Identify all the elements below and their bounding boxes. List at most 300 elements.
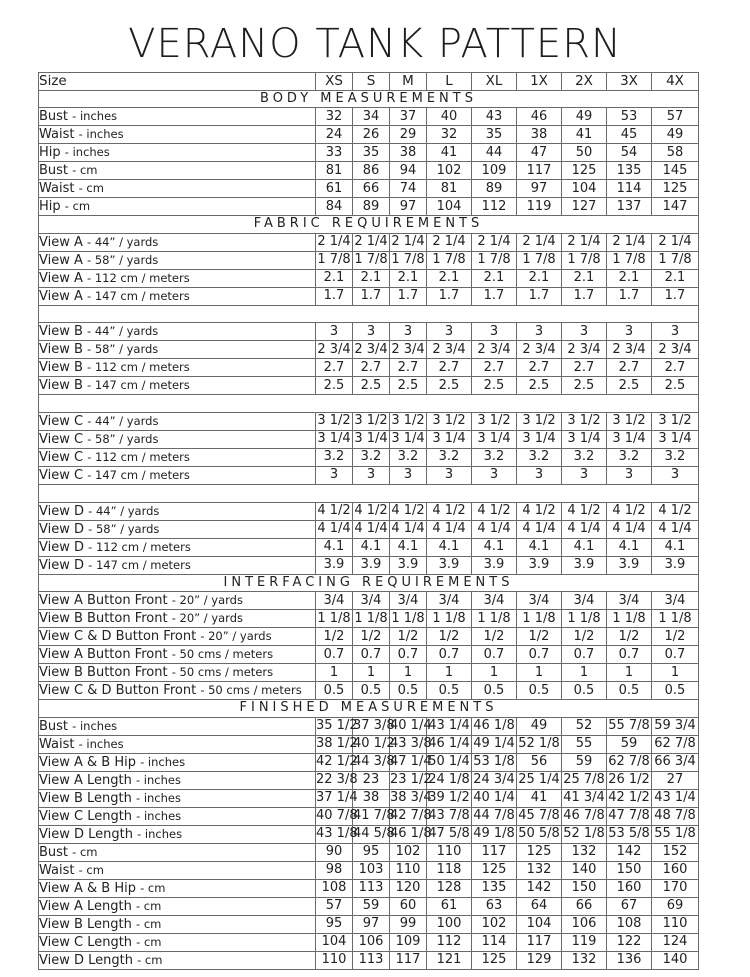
value-cell: 110 (427, 843, 472, 861)
table-row (39, 162, 699, 180)
value-cell: 33 (316, 144, 353, 162)
value-cell: 50 1/4 (428, 754, 470, 770)
row-label: Bust (39, 109, 69, 125)
row-unit: - 58” / yards (87, 342, 159, 357)
value-cell: 3.9 (562, 556, 607, 574)
row-unit: - 44” / yards (88, 503, 160, 518)
value-cell: 3/4 (652, 592, 699, 610)
value-cell: 128 (427, 879, 472, 897)
value-cell: 69 (652, 897, 699, 915)
value-cell: 4 1/2 (607, 502, 652, 520)
value-cell: 42 1/2 (316, 754, 358, 770)
value-cell: 49 (652, 126, 699, 144)
row-label-cell (39, 448, 316, 466)
row-label: View D (39, 557, 84, 573)
value-cell: 3/4 (607, 592, 652, 610)
value-cell: 119 (517, 198, 562, 216)
value-cell: 2.7 (316, 359, 353, 377)
row-unit: - 50 cms / meters (171, 665, 274, 680)
value-cell: 37 3/8 (353, 718, 395, 734)
value-cell: 3.9 (607, 556, 652, 574)
value-cell: 4 1/2 (427, 502, 472, 520)
row-label: Waist (39, 736, 75, 752)
value-cell: 48 7/8 (652, 807, 699, 825)
value-cell: 61 (316, 180, 353, 198)
row-unit: - 112 cm / meters (88, 539, 191, 554)
value-cell: 52 1/8 (563, 826, 605, 842)
value-cell: 24 1/8 (428, 772, 470, 788)
value-cell: 2 3/4 (517, 341, 562, 359)
value-cell: 109 (472, 162, 517, 180)
row-unit: - 112 cm / meters (87, 270, 190, 285)
value-cell: 4 1/4 (472, 520, 517, 538)
row-label-cell (39, 861, 316, 879)
value-cell: 4 1/2 (472, 502, 517, 520)
value-cell: 49 (562, 108, 607, 126)
value-cell: 3.2 (427, 448, 472, 466)
value-cell: 129 (517, 951, 562, 969)
value-cell: 35 (472, 126, 517, 144)
value-cell: 125 (472, 951, 517, 969)
value-cell: 40 7/8 (316, 808, 358, 824)
value-cell: 104 (316, 933, 353, 951)
value-cell: 46 1/8 (390, 826, 432, 842)
value-cell: 59 (353, 897, 390, 915)
value-cell: 0.5 (390, 682, 427, 700)
row-unit: - 147 cm / meters (87, 378, 190, 393)
value-cell: 40 1/4 (390, 718, 432, 734)
section-heading-row (39, 700, 699, 718)
value-cell: 49 1/4 (473, 736, 515, 752)
row-label-cell (39, 287, 316, 305)
value-cell: 3 (390, 466, 427, 484)
value-cell: 2.7 (353, 359, 390, 377)
value-cell: 1 (562, 664, 607, 682)
value-cell: 2.1 (562, 269, 607, 287)
value-cell: 4 1/2 (354, 503, 388, 519)
value-cell: 106 (353, 933, 390, 951)
value-cell: 66 3/4 (652, 753, 699, 771)
row-unit: - 112 cm / meters (87, 449, 190, 464)
value-cell: 63 (472, 897, 517, 915)
value-cell: 98 (316, 861, 353, 879)
row-unit: - inches (72, 718, 118, 733)
value-cell: 22 3/8 (316, 772, 358, 788)
row-label-cell (39, 198, 316, 216)
value-cell: 44 5/8 (353, 826, 395, 842)
row-unit: - 58” / yards (87, 252, 159, 267)
value-cell: 3.9 (316, 556, 353, 574)
value-cell: 46 7/8 (563, 808, 605, 824)
value-cell: 3/4 (517, 592, 562, 610)
value-cell: 1/2 (562, 628, 607, 646)
value-cell: 3.9 (353, 556, 390, 574)
value-cell: 0.7 (562, 646, 607, 664)
value-cell: 135 (472, 879, 517, 897)
value-cell: 3 1/4 (317, 431, 351, 447)
row-unit: - cm (140, 880, 166, 895)
value-cell: 2.7 (427, 359, 472, 377)
value-cell: 25 7/8 (563, 772, 605, 788)
row-label: View C & D Button Front (39, 683, 197, 699)
value-cell: 41 (517, 789, 562, 807)
row-unit: - 147 cm / meters (88, 557, 191, 572)
row-label: View B Length (39, 916, 132, 932)
value-cell: 35 1/2 (316, 718, 358, 734)
value-cell: 3 1/2 (354, 413, 388, 429)
value-cell: 160 (652, 861, 699, 879)
row-unit: - inches (78, 736, 124, 751)
row-label-cell (39, 735, 316, 753)
value-cell: 3 1/2 (517, 412, 562, 430)
value-cell: 3 (390, 323, 427, 341)
row-unit: - 50 cms / meters (171, 647, 274, 662)
section-heading: BODY MEASUREMENTS (39, 90, 699, 108)
value-cell: 135 (607, 162, 652, 180)
value-cell: 3.2 (390, 448, 427, 466)
row-unit: - cm (78, 181, 104, 196)
value-cell: 53 5/8 (608, 826, 650, 842)
value-cell: 2.1 (607, 269, 652, 287)
row-label-cell (39, 717, 316, 735)
table-row (39, 682, 699, 700)
table-row (39, 807, 699, 825)
value-cell: 4 1/4 (562, 520, 607, 538)
size-column-header: XL (472, 73, 517, 91)
row-label-cell (39, 466, 316, 484)
value-cell: 3.2 (607, 448, 652, 466)
value-cell: 94 (390, 162, 427, 180)
table-row (39, 323, 699, 341)
value-cell: 110 (652, 915, 699, 933)
value-cell: 122 (607, 933, 652, 951)
value-cell: 55 7/8 (608, 718, 650, 734)
value-cell: 1/2 (353, 628, 390, 646)
table-row (39, 951, 699, 969)
value-cell: 2 1/4 (607, 233, 652, 251)
value-cell: 1 (316, 664, 353, 682)
value-cell: 1 7/8 (652, 251, 699, 269)
value-cell: 4 1/2 (391, 503, 425, 519)
value-cell: 53 (607, 108, 652, 126)
value-cell: 1 1/8 (517, 610, 562, 628)
value-cell: 103 (353, 861, 390, 879)
row-label-cell (39, 233, 316, 251)
row-unit: - 20” / yards (171, 611, 243, 626)
value-cell: 1 1/8 (317, 610, 351, 626)
row-unit: - 50 cms / meters (200, 683, 302, 698)
value-cell: 1/2 (472, 628, 517, 646)
table-row (39, 789, 699, 807)
value-cell: 3 (427, 466, 472, 484)
value-cell: 150 (607, 861, 652, 879)
size-column-header: M (390, 73, 427, 91)
row-label-cell (39, 341, 316, 359)
row-unit: - cm (72, 163, 98, 178)
value-cell: 113 (353, 951, 390, 969)
value-cell: 3 (472, 323, 517, 341)
blank-cell (39, 484, 699, 502)
row-label: View B (39, 342, 83, 358)
value-cell: 150 (562, 879, 607, 897)
value-cell: 0.7 (390, 646, 427, 664)
value-cell: 46 1/4 (428, 736, 470, 752)
value-cell: 119 (562, 933, 607, 951)
value-cell: 4 1/2 (317, 503, 351, 519)
row-label: Waist (39, 181, 75, 197)
value-cell: 41 (427, 144, 472, 162)
row-label-cell (39, 682, 316, 700)
value-cell: 1.7 (472, 287, 517, 305)
value-cell: 136 (607, 951, 652, 969)
value-cell: 1.7 (607, 287, 652, 305)
row-label: View A Length (39, 898, 132, 914)
value-cell: 1 7/8 (562, 251, 607, 269)
value-cell: 2.5 (652, 377, 699, 395)
value-cell: 1 7/8 (472, 251, 517, 269)
value-cell: 46 (517, 108, 562, 126)
value-cell: 66 (353, 180, 390, 198)
value-cell: 0.7 (427, 646, 472, 664)
row-label-cell (39, 430, 316, 448)
row-label: Hip (39, 145, 61, 161)
value-cell: 170 (652, 879, 699, 897)
row-label-cell (39, 377, 316, 395)
value-cell: 3 1/2 (607, 412, 652, 430)
section-heading: INTERFACING REQUIREMENTS (39, 574, 699, 592)
value-cell: 127 (562, 198, 607, 216)
row-label-cell (39, 108, 316, 126)
blank-row (39, 305, 699, 323)
value-cell: 2.5 (472, 377, 517, 395)
row-label: View B Length (39, 790, 132, 806)
row-label: View B (39, 360, 83, 376)
row-label-cell (39, 359, 316, 377)
table-row (39, 269, 699, 287)
value-cell: 3 1/2 (472, 412, 517, 430)
value-cell: 114 (607, 180, 652, 198)
value-cell: 1 (427, 664, 472, 682)
value-cell: 114 (472, 933, 517, 951)
value-cell: 95 (353, 843, 390, 861)
value-cell: 38 (353, 789, 390, 807)
value-cell: 3 1/2 (391, 413, 425, 429)
value-cell: 117 (517, 162, 562, 180)
blank-row (39, 484, 699, 502)
value-cell: 4 1/4 (391, 521, 425, 537)
value-cell: 3 1/4 (354, 431, 388, 447)
value-cell: 112 (472, 198, 517, 216)
row-label: View D (39, 503, 84, 519)
section-heading: FINISHED MEASUREMENTS (39, 700, 699, 718)
table-row (39, 933, 699, 951)
table-row (39, 592, 699, 610)
value-cell: 3.9 (427, 556, 472, 574)
value-cell: 1 (472, 664, 517, 682)
value-cell: 3 (353, 466, 390, 484)
row-label: View B (39, 378, 83, 394)
value-cell: 2.1 (652, 269, 699, 287)
value-cell: 23 (353, 771, 390, 789)
value-cell: 43 7/8 (428, 808, 470, 824)
row-label: View A Button Front (39, 647, 168, 663)
value-cell: 62 7/8 (608, 754, 650, 770)
section-heading-row (39, 216, 699, 234)
value-cell: 74 (390, 180, 427, 198)
row-label-cell (39, 879, 316, 897)
value-cell: 2 1/4 (391, 234, 425, 250)
value-cell: 3/4 (427, 592, 472, 610)
row-unit: - inches (136, 772, 181, 787)
value-cell: 2 1/4 (562, 233, 607, 251)
row-unit: - 44” / yards (87, 324, 159, 339)
value-cell: 47 (517, 144, 562, 162)
row-label-cell (39, 897, 316, 915)
table-row (39, 771, 699, 789)
value-cell: 2.5 (427, 377, 472, 395)
value-cell: 89 (353, 198, 390, 216)
value-cell: 142 (517, 879, 562, 897)
row-label-cell (39, 807, 316, 825)
value-cell: 27 (652, 771, 699, 789)
blank-cell (39, 395, 699, 413)
value-cell: 61 (427, 897, 472, 915)
value-cell: 3 1/4 (427, 430, 472, 448)
value-cell: 4 1/4 (317, 521, 351, 537)
value-cell: 140 (562, 861, 607, 879)
value-cell: 108 (316, 879, 353, 897)
value-cell: 0.5 (607, 682, 652, 700)
value-cell: 0.5 (353, 682, 390, 700)
value-cell: 2.7 (390, 359, 427, 377)
value-cell: 3 1/2 (562, 412, 607, 430)
value-cell: 124 (652, 933, 699, 951)
value-cell: 26 (353, 126, 390, 144)
value-cell: 2.5 (517, 377, 562, 395)
row-unit: - inches (64, 145, 110, 160)
value-cell: 67 (607, 897, 652, 915)
value-cell: 3 1/2 (427, 412, 472, 430)
row-unit: - cm (78, 862, 104, 877)
value-cell: 3 (562, 466, 607, 484)
value-cell: 117 (390, 951, 427, 969)
value-cell: 1/2 (652, 628, 699, 646)
value-cell: 110 (316, 951, 353, 969)
value-cell: 2.5 (390, 377, 427, 395)
value-cell: 104 (562, 180, 607, 198)
value-cell: 34 (353, 108, 390, 126)
value-cell: 24 (316, 126, 353, 144)
value-cell: 44 (472, 144, 517, 162)
value-cell: 0.5 (472, 682, 517, 700)
value-cell: 3 (472, 466, 517, 484)
row-label: View D (39, 539, 84, 555)
value-cell: 59 (607, 735, 652, 753)
value-cell: 109 (390, 933, 427, 951)
value-cell: 43 1/4 (652, 789, 699, 807)
row-label: View A (39, 234, 83, 250)
row-label-cell (39, 251, 316, 269)
value-cell: 3 1/4 (472, 430, 517, 448)
value-cell: 1 (607, 664, 652, 682)
value-cell: 3 1/2 (652, 412, 699, 430)
row-label-cell (39, 664, 316, 682)
value-cell: 147 (652, 198, 699, 216)
value-cell: 40 1/2 (353, 736, 395, 752)
value-cell: 132 (517, 861, 562, 879)
section-heading-row (39, 90, 699, 108)
value-cell: 2.7 (652, 359, 699, 377)
value-cell: 121 (427, 951, 472, 969)
value-cell: 45 7/8 (518, 808, 560, 824)
value-cell: 1 1/8 (427, 610, 472, 628)
value-cell: 49 1/8 (473, 826, 515, 842)
value-cell: 47 5/8 (428, 826, 470, 842)
value-cell: 108 (607, 915, 652, 933)
value-cell: 1 (652, 664, 699, 682)
value-cell: 46 1/8 (473, 718, 515, 734)
value-cell: 2 3/4 (317, 341, 351, 357)
value-cell: 4 1/4 (652, 520, 699, 538)
value-cell: 3/4 (562, 592, 607, 610)
header-row (39, 73, 699, 91)
value-cell: 53 1/8 (473, 754, 515, 770)
table-row (39, 341, 699, 359)
table-row (39, 359, 699, 377)
value-cell: 38 (517, 126, 562, 144)
value-cell: 29 (390, 126, 427, 144)
value-cell: 4 1/4 (607, 520, 652, 538)
value-cell: 86 (353, 162, 390, 180)
value-cell: 2.5 (562, 377, 607, 395)
value-cell: 38 3/4 (390, 790, 432, 806)
value-cell: 125 (652, 180, 699, 198)
row-label: View B (39, 324, 83, 340)
value-cell: 145 (652, 162, 699, 180)
value-cell: 1.7 (517, 287, 562, 305)
table-row (39, 287, 699, 305)
value-cell: 38 (390, 144, 427, 162)
value-cell: 3 1/4 (607, 430, 652, 448)
table-row (39, 466, 699, 484)
row-label: View B Button Front (39, 611, 168, 627)
value-cell: 44 3/8 (353, 754, 395, 770)
value-cell: 55 1/8 (652, 825, 699, 843)
value-cell: 1/2 (427, 628, 472, 646)
size-chart-table (38, 72, 699, 970)
value-cell: 3 (353, 323, 390, 341)
value-cell: 90 (316, 843, 353, 861)
value-cell: 2 1/4 (317, 234, 351, 250)
value-cell: 1/2 (517, 628, 562, 646)
row-unit: - cm (72, 844, 98, 859)
row-unit: - cm (137, 952, 163, 967)
row-unit: - cm (64, 199, 91, 214)
value-cell: 1.7 (562, 287, 607, 305)
row-label-cell (39, 915, 316, 933)
value-cell: 81 (427, 180, 472, 198)
row-unit: - inches (78, 127, 124, 142)
row-label: View A & B Hip (39, 880, 136, 896)
size-column-header: S (353, 73, 390, 91)
value-cell: 49 (517, 717, 562, 735)
value-cell: 2 3/4 (427, 341, 472, 359)
row-label: View A (39, 288, 83, 304)
row-label-cell (39, 843, 316, 861)
value-cell: 3/4 (316, 592, 353, 610)
value-cell: 3/4 (390, 592, 427, 610)
value-cell: 3 (607, 323, 652, 341)
